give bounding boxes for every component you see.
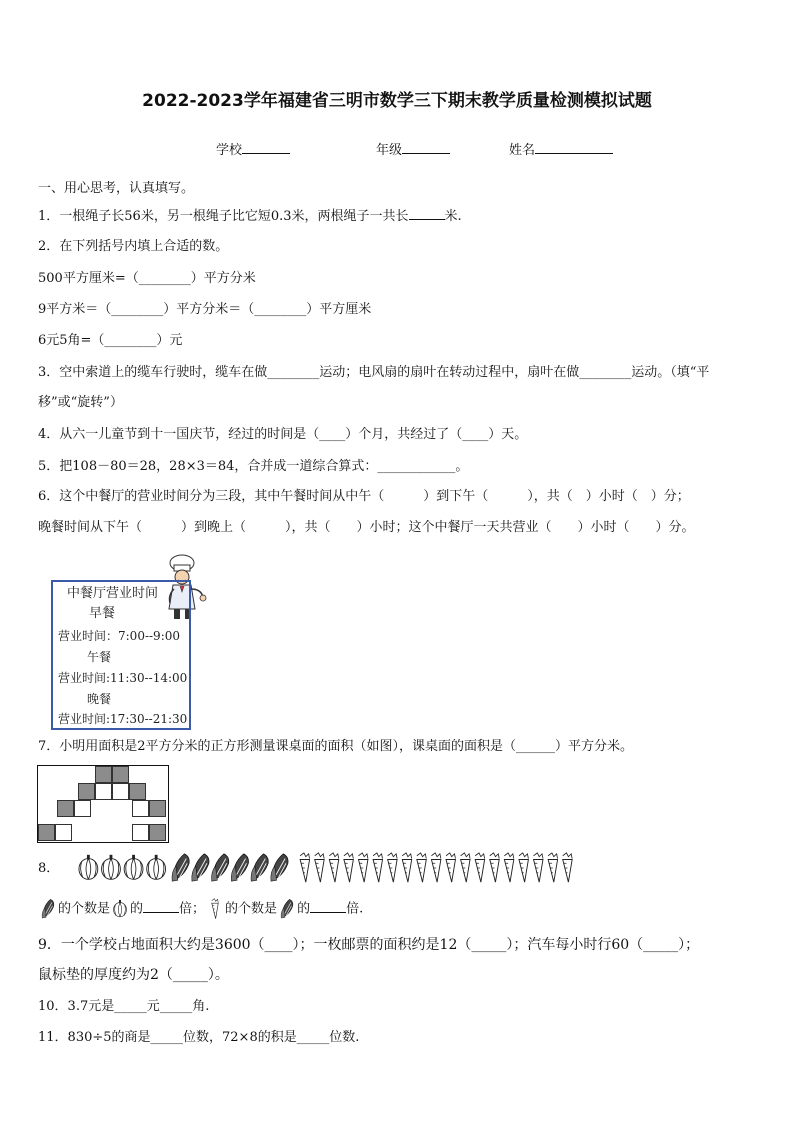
- pumpkin-icon: [102, 855, 121, 879]
- corn-icon: [231, 854, 248, 881]
- carrot-icon: [388, 853, 397, 882]
- corn-icon: [38, 898, 58, 920]
- pumpkin-icon: [124, 855, 143, 879]
- pumpkin-icon: [147, 855, 166, 879]
- grade-field: [376, 140, 450, 160]
- grid-square: [38, 824, 55, 841]
- carrot-icon: [402, 853, 411, 882]
- carrot-icon: [490, 853, 499, 882]
- breakfast-time: 营业时间：7:00--9:00: [58, 629, 181, 643]
- carrot-icon: [359, 853, 368, 882]
- question-6-line1: 6．这个中餐厅的营业时间分为三段，其中午餐时间从中午（ ）到下午（ ），共（ ）小时（ ）分；: [38, 489, 690, 504]
- carrot-icon: [534, 853, 543, 882]
- carrot-icon: [446, 853, 455, 882]
- question-3-line1: 3．空中索道上的缆车行驶时，缆车在做________运动；电风扇的扇叶在转动过程中，扇叶在做________运动。（填“平: [38, 365, 710, 380]
- grade-label: 年级: [376, 143, 403, 158]
- pumpkin-icon: [79, 855, 98, 879]
- grade-blank[interactable]: [402, 140, 450, 154]
- carrot-icon: [461, 853, 470, 882]
- carrot-icon: [205, 898, 225, 920]
- grid-square: [74, 800, 91, 817]
- grid-square: [129, 783, 146, 800]
- question-1-end: 米.: [444, 209, 462, 224]
- question-9-line2: 鼠标垫的厚度约为2（_____）。: [38, 967, 229, 983]
- question-2a: 500平方厘米=（________）平方分米: [38, 271, 256, 286]
- grid-square: [132, 800, 149, 817]
- question-9-line1: 9．一个学校占地面积大约是3600（____）；一枚邮票的面积约是12（_____）；汽车每小时行60（_____）；: [38, 937, 700, 953]
- carrot-icon: [344, 853, 353, 882]
- corn-icon: [192, 854, 209, 881]
- question-10: 10．3.7元是_____元_____角.: [38, 999, 210, 1014]
- corn-icon: [251, 854, 268, 881]
- question-1: [38, 206, 462, 226]
- school-label: 学校: [216, 143, 243, 158]
- grid-square: [95, 783, 112, 800]
- section-heading: 一、用心思考，认真填写。: [38, 181, 195, 196]
- q8-text-6: 倍.: [346, 901, 364, 917]
- carrot-icon: [519, 853, 528, 882]
- carrot-icon: [504, 853, 513, 882]
- pumpkin-icon: [110, 898, 130, 920]
- q8-text-4: 的个数是: [225, 901, 278, 917]
- question-3-line2: 移”或“旋转”）: [38, 395, 123, 410]
- carrot-icon: [475, 853, 484, 882]
- carrot-icon: [315, 853, 324, 882]
- schedule-heading: 中餐厅营业时间: [67, 586, 159, 601]
- question-6-line2: 晚餐时间从下午（ ）到晚上（ ），共（ ）小时；这个中餐厅一天共营业（ ）小时（ ）分。: [38, 520, 695, 535]
- grid-square: [55, 824, 72, 841]
- carrot-icon: [417, 853, 426, 882]
- question-2b: 9平方米＝（________）平方分米＝（________）平方厘米: [38, 302, 372, 317]
- dinner-time: 营业时间:17:30--21:30: [58, 712, 188, 726]
- question-7: 7．小明用面积是2平方分米的正方形测量课桌面的面积（如图），课桌面的面积是（______）平方分米。: [38, 739, 634, 754]
- desk-grid-figure: [37, 765, 169, 843]
- breakfast-label: 早餐: [89, 606, 116, 621]
- q8-text-1: 的个数是: [58, 901, 111, 917]
- carrot-icon: [563, 853, 572, 882]
- carrot-icon: [329, 853, 338, 882]
- lunch-time: 营业时间:11:30--14:00: [58, 671, 188, 685]
- question-11: 11．830÷5的商是_____位数，72×8的积是_____位数.: [38, 1030, 360, 1045]
- carrot-icon: [300, 853, 309, 882]
- corn-icon: [172, 854, 189, 881]
- question-1-blank[interactable]: [409, 206, 445, 220]
- carrot-icon: [548, 853, 557, 882]
- grid-square: [78, 783, 95, 800]
- grid-square: [57, 800, 74, 817]
- grid-square: [132, 824, 149, 841]
- school-field: [216, 140, 290, 160]
- question-1-text: 1．一根绳子长56米，另一根绳子比它短0.3米，两根绳子一共长: [38, 209, 409, 224]
- question-4: 4．从六一儿童节到十一国庆节，经过的时间是（____）个月，共经过了（____）天。: [38, 427, 528, 442]
- corn-icon: [271, 854, 288, 881]
- carrot-icon: [431, 853, 440, 882]
- name-field: [509, 140, 613, 160]
- carrot-icon: [373, 853, 382, 882]
- lunch-label: 午餐: [87, 650, 112, 664]
- question-2: 2．在下列括号内填上合适的数。: [38, 239, 229, 254]
- question-8-picture-row: [62, 852, 607, 884]
- school-blank[interactable]: [242, 140, 290, 154]
- q8-text-3: 倍；: [179, 901, 206, 917]
- question-8-text: [38, 898, 363, 920]
- grid-square: [112, 766, 129, 783]
- name-blank[interactable]: [535, 140, 613, 154]
- page-title: 2022-2023学年福建省三明市数学三下期末教学质量检测模拟试题: [142, 91, 652, 111]
- name-label: 姓名: [509, 143, 536, 158]
- corn-icon: [212, 854, 229, 881]
- grid-square: [149, 800, 166, 817]
- grid-square: [112, 783, 129, 800]
- corn-icon: [277, 898, 297, 920]
- question-8-label: 8．: [38, 861, 60, 876]
- q8-text-2: 的: [130, 901, 144, 917]
- grid-square: [149, 824, 166, 841]
- q8-blank-2[interactable]: [310, 899, 346, 913]
- schedule-box: [51, 580, 191, 730]
- grid-square: [95, 766, 112, 783]
- question-5: 5．把108－80＝28，28×3＝84，合并成一道综合算式：____________。: [38, 459, 469, 474]
- dinner-label: 晚餐: [87, 692, 112, 706]
- question-2c: 6元5角=（________）元: [38, 333, 183, 348]
- q8-text-5: 的: [297, 901, 311, 917]
- q8-blank-1[interactable]: [143, 899, 179, 913]
